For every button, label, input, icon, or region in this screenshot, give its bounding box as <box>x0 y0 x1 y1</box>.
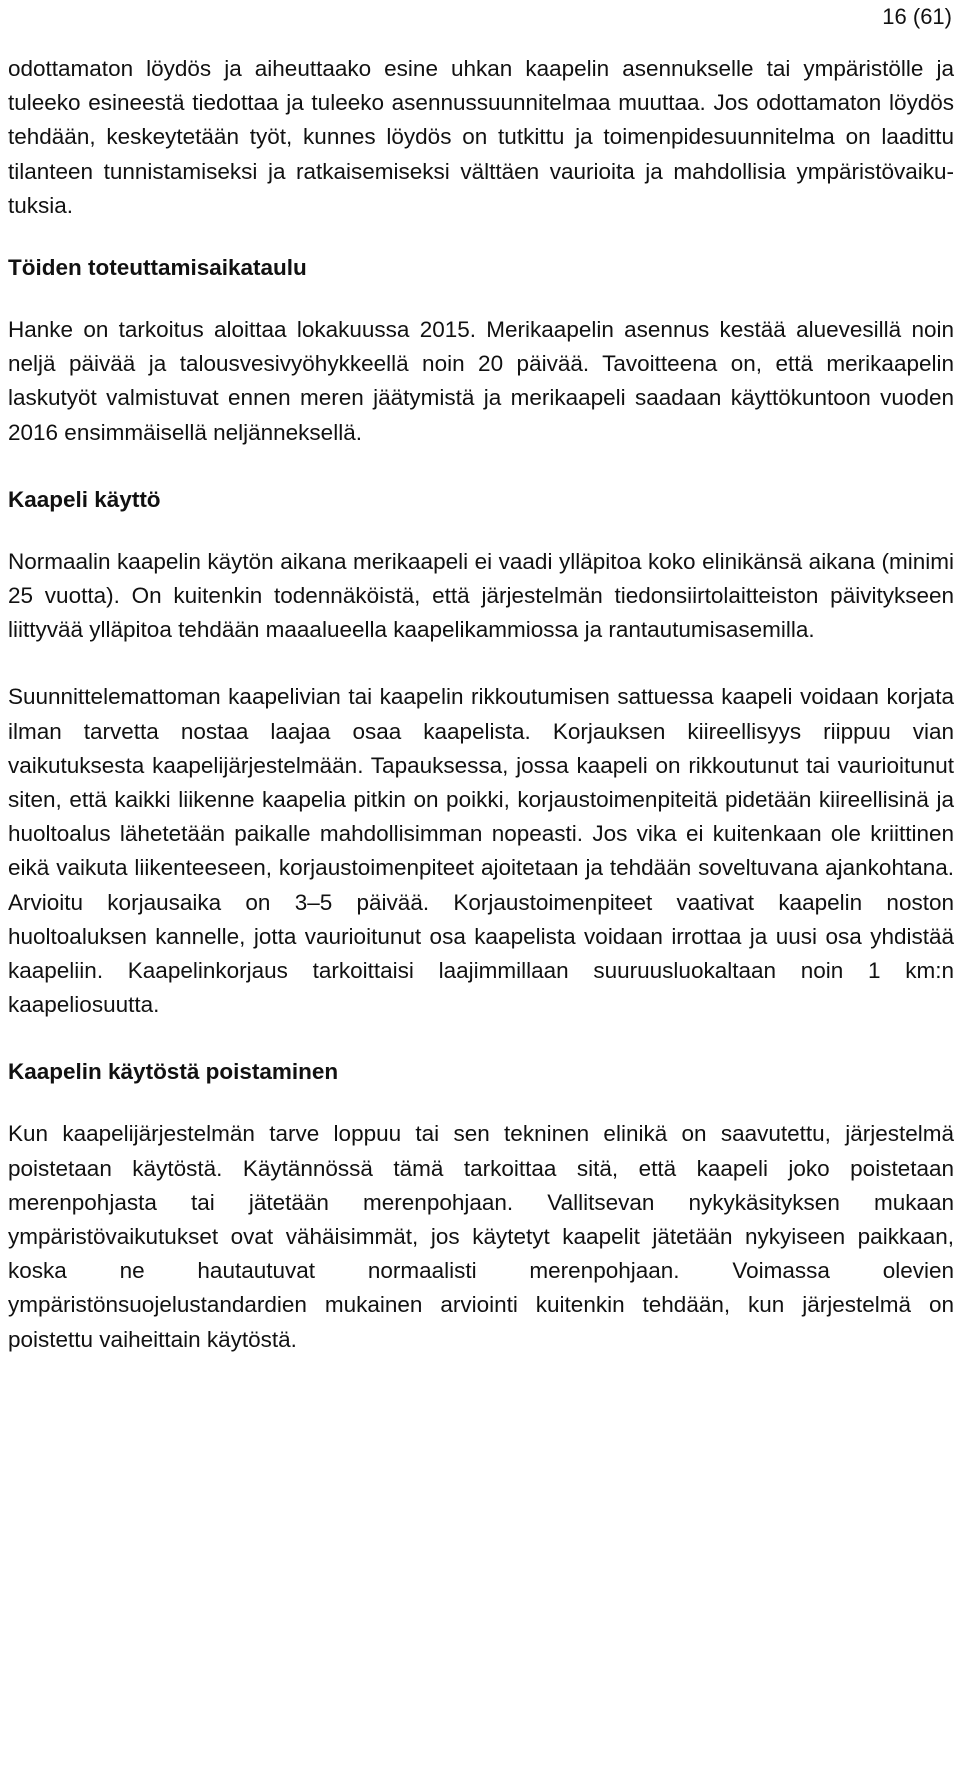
usage-heading: Kaapeli käyttö <box>8 486 161 512</box>
schedule-heading: Töiden toteuttamisaikataulu <box>8 255 307 281</box>
schedule-paragraph: Hanke on tarkoitus aloittaa lokakuussa 2015. Merikaapelin asennus kestää aluevesillä noin neljä päivää ja talousvesivyöhykkeellä noin 20 päivää. Tavoitteena on, että merikaapelin laskutyöt valmistuvat ennen meren jäätymistä ja merikaapeli saadaan käyttökuntoon vuoden 2016 ensimmäisellä neljänneksellä. <box>8 317 954 445</box>
decommission-heading: Kaapelin käytöstä poistaminen <box>8 1059 339 1085</box>
document-body <box>8 52 954 1357</box>
page-number: 16 (61) <box>882 4 952 29</box>
intro-paragraph: odottamaton löydös ja aiheuttaako esine uhkan kaapelin asennukselle tai ympäristölle ja tuleeko esineestä tiedottaa ja tuleeko asennussuunnitelmaa muuttaa. Jos odottamaton löydös tehdään, keskeytetään työt, kunnes löydös on tutkittu ja toimenpidesuunnitelma on laadittu tilanteen tunnistamiseksi ja ratkaisemiseksi välttäen vaurioita ja mahdollisia ympäristövaikutuksia. <box>8 56 954 218</box>
usage-paragraph-1: Normaalin kaapelin käytön aikana merikaapeli ei vaadi ylläpitoa koko elinikänsä aikana (minimi 25 vuotta). On kuitenkin todennäköistä, että järjestelmän tiedonsiirtolaitteiston päivitykseen liittyvää ylläpitoa tehdään maaalueella kaapelikammiossa ja rantautumisasemilla. <box>8 548 954 643</box>
decommission-paragraph: Kun kaapelijärjestelmän tarve loppuu tai sen tekninen elinikä on saavutettu, järjestelmä poistetaan käytöstä. Käytännössä tämä tarkoittaa sitä, että kaapeli joko poistetaan merenpohjasta tai jätetään merenpohjaan. Vallitsevan nykykäsityksen mukaan ympäristövaikutukset ovat vähäisimmät, jos käytetyt kaapelit jätetään nykyiseen paikkaan, koska ne hautautuvat normaalisti merenpohjaan. Voimassa olevien ympäristönsuojelustandardien mukainen arviointi kuitenkin tehdään, kun järjestelmä on poistettu vaiheittain käytöstä. <box>8 1121 954 1352</box>
usage-paragraph-2: Suunnittelemattoman kaapelivian tai kaapelin rikkoutumisen sattuessa kaapeli voidaan korjata ilman tarvetta nostaa laajaa osaa kaapelista. Korjauksen kiireellisyys riippuu vian vaikutuksesta kaapelijärjestelmään. Tapauksessa, jossa kaapeli on rikkoutunut tai vaurioitunut siten, että kaikki liikenne kaapelia pitkin on poikki, korjaustoimenpiteitä pidetään kiireellisinä ja huoltoalus lähetetään paikalle mahdollisimman nopeasti. Jos vika ei kuitenkaan ole kriittinen eikä vaikuta liikenteeseen, korjaustoimenpiteet ajoitetaan ja tehdään soveltuvana ajankohtana. Arvioitu korjausaika on 3–5 päivää. Korjaustoimenpiteet vaativat kaapelin noston huoltoaluksen kannelle, jotta vaurioitunut osa kaapelista voidaan irrottaa ja uusi osa yhdistää kaapeliin. Kaapelinkorjaus tarkoittaisi laajimmillaan suuruusluokaltaan noin 1 km:n kaapeliosuutta. <box>8 684 954 1018</box>
